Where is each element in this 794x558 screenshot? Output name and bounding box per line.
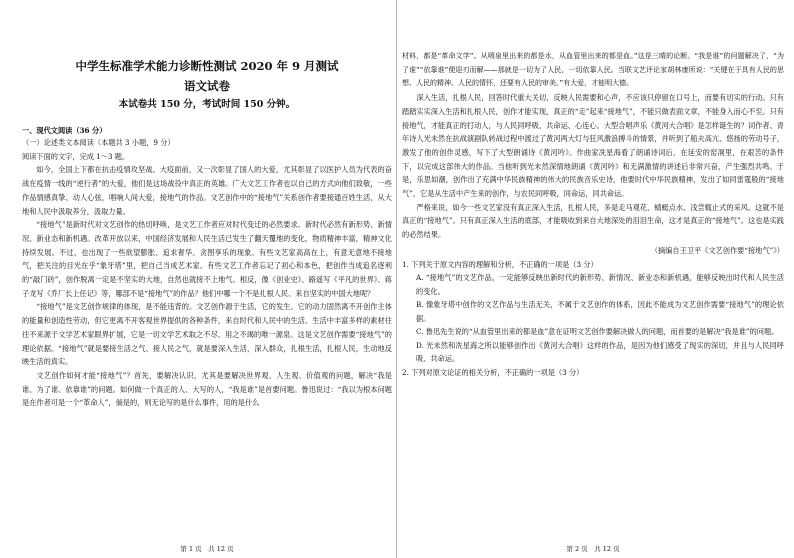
page-divider (396, 0, 397, 558)
instruction: 阅读下面的文字，完成 1～3 题。 (22, 151, 130, 161)
question-option: A. “接地气”的文艺作品，一定能够反映出新时代的新形势、新情况、新业态和新机遇，能够反映出时代和人民生活的变化。 (416, 273, 784, 296)
passage-paragraph: 如今，全国上下都在抗击疫情攻坚战。大疫面前，又一次彰显了国人的大爱，尤其彰显了以医护人员为代表的奋战在疫情一线的“逆行者”的大爱，他们是这场战役中真正的英雄。广大文艺工作者也以自己的方式向他们致敬，一些作品情感真挚、动人心弦，唱响人间大爱，接地气的作品。文艺创作中的“接地气”关系创作者要接通百姓生活，从大地和人民中汲取养分，汲取力量。 (22, 165, 392, 216)
section-title: 一、现代文阅读（36 分） (22, 126, 107, 135)
subsection-title: （一）论述类文本阅读（本题共 3 小题，9 分） (22, 138, 175, 147)
question-option: C. 鲁迅先生说的“从血管里出来的都是血”意在证明文艺创作要解决做人的问题，而首要的是解决“我是谁”的问题。 (416, 327, 779, 337)
question-stem: 2. 下列对原文论证的相关分析，不正确的一项是（3 分） (402, 367, 584, 377)
left-page (22, 0, 392, 558)
question-option: B. 像象牙塔中创作的文艺作品与生活无关，不属于文艺创作的体系，因此不能成为文艺创作需要“接地气”的理论依据。 (416, 300, 784, 323)
page-footer (22, 544, 392, 553)
page-footer (402, 544, 784, 553)
passage-source: （摘编自王卫平《文艺创作要“接地气”》） (650, 245, 784, 255)
exam-title: 中学生标准学术能力诊断性测试 2020 年 9 月测试 (75, 59, 339, 73)
passage-paragraph: 材料，都是“革命文学”。从喷泉里出来的都是水，从血管里出来的都是血。”这是三晴的论断。“我是谁”的问题解决了，“为了谁”“依靠谁”便迎刃而解——那就是一切为了人民，一切依靠人民。当联文艺评论家胡林康所说：“关键在于具有人民的思想、人民的精神、人民的情怀，还要有人民的审美。”有大爱，才能明大德。 (402, 52, 784, 88)
passage-paragraph: “接地气”是文艺创作规律的体现，是不能违背的。文艺创作源于生活，它的发生、它的动力固然离不开创作主体的能量和创造性劳动，但它更离不开客观世界提供的各种条件，来自时代和人民中的生活。生活中丰富多样的素材往往不来源于文学艺术家眼界扩展，它是一切文学艺术取之不尽、用之不竭的唯一源泉。这是文艺创作需要“接地气”的理论依据。“接地气”就是要接生活之气、接人民之气，就是要深入生活，深入群众，扎根生活，扎根人民，生动地反映生活的真实。 (22, 302, 392, 367)
page-number: 第 2 页 共 12 页 (566, 545, 620, 553)
subject-title: 语文试卷 (184, 79, 230, 93)
right-page (402, 0, 784, 558)
passage-paragraph: 严格来说，如今一些文艺家没有真正深入生活，扎根人民，多是走马观花、蜻蜓点水、浅尝辄止式的采风。这就不是真正的“接地气”。只有真正深入生活的底部，才能吸收到来自大地深处的泪泪生命，这才是真正的“接地气”。这也是实践的必然结果。 (402, 202, 784, 240)
passage-paragraph: “接地气”是新时代对文艺创作的热切呼唤，是文艺工作者应对时代变迁的必然要求。新时代必然有新形势、新情况、新业态和新机遇。改革开放以来，中国经济发展和人民生活已发生了翻天覆地的变化，物质精神丰富，精神文化持续发展。不过，也出现了一些欲望膨胀、追求奢华、贪图享乐的现象。有些文艺家高高在上，有意无意地不接地气，把关注的目光在乎“象牙塔”里，把自己当成艺术家。有些文艺工作者忘记了初心和本色，把创作当成追名逐利的“敲门砖”，创作脱离一定是不坚实的大地，自然也就接不上地气。相反，像《创业史》、路遥写《平凡的世界》、蒋子龙写《乔厂长上任记》等，哪部不是“接地气”的作品？他们中哪一个不是扎根人民、来自坚实的中国大地呢？ (22, 220, 392, 298)
question-stem: 1. 下列关于原文内容的理解和分析，不正确的一项是（3 分） (402, 259, 598, 269)
question-option: D. 光未然和冼星海之所以能够创作出《黄河大合唱》这样的作品，是因为他们感受了现实的深切，并且与人民同呼吸、共命运。 (416, 340, 784, 364)
passage-paragraph: 文艺创作如何才能“接地气”？首先，要解决认识，尤其是要解决世界观、人生观、价值观的问题，解决“我是谁、为了谁、依靠谁”的问题。如何做一个真正的人、大写的人，“我是谁”是首要问题。鲁迅说过：“我以为根本问题是在作者可是一个“革命人”，倘是的，则无论写的是什么事件，用的是什么 (22, 370, 392, 408)
passage-paragraph: 深入生活，扎根人民，回答时代重大关切，反映人民需要和心声，不应该只停留在口号上，而要有切实的行动。只有踏踏实实深入生活和扎根人民，创作才能实现，真正的“走”起来“接地气”，不能只做表面文章，不能身入而心不至。只有接地气，才能真正的打动人，与人民同呼吸、共命运、心连心。大型合唱声乐《黄河大合唱》是怎样诞生的？词作者、青年诗人光未然在抗战演剧队转战过程中渡过了黄河两大灯与狂风激浪搏斗的情景，并听到了船夫高亢、悠扬的劳动号子，激发了他的创作灵感，写下了大型朗诵诗《黄河吟》。作曲家冼星海看了朗诵诗词后，在延安的窑洞里，在艰苦的条件下，以完成这部伟大的作品。当他听到光未然深情地朗诵《黄河吟》和无满激情的讲述后非常兴奋，产生强烈共鸣。于是，乐思如潮，创作出了充满中华民族精神的伟大的民族音乐史诗，他要时代中华民族精神，发出了如同雷霆般的“接地气”，它是从生活中产生来的创作，与农民同呼吸，同命运，同共命运。 (402, 93, 784, 199)
page-number: 第 1 页 共 12 页 (180, 545, 234, 553)
exam-info: 本试卷共 150 分，考试时间 150 分钟。 (118, 99, 296, 110)
